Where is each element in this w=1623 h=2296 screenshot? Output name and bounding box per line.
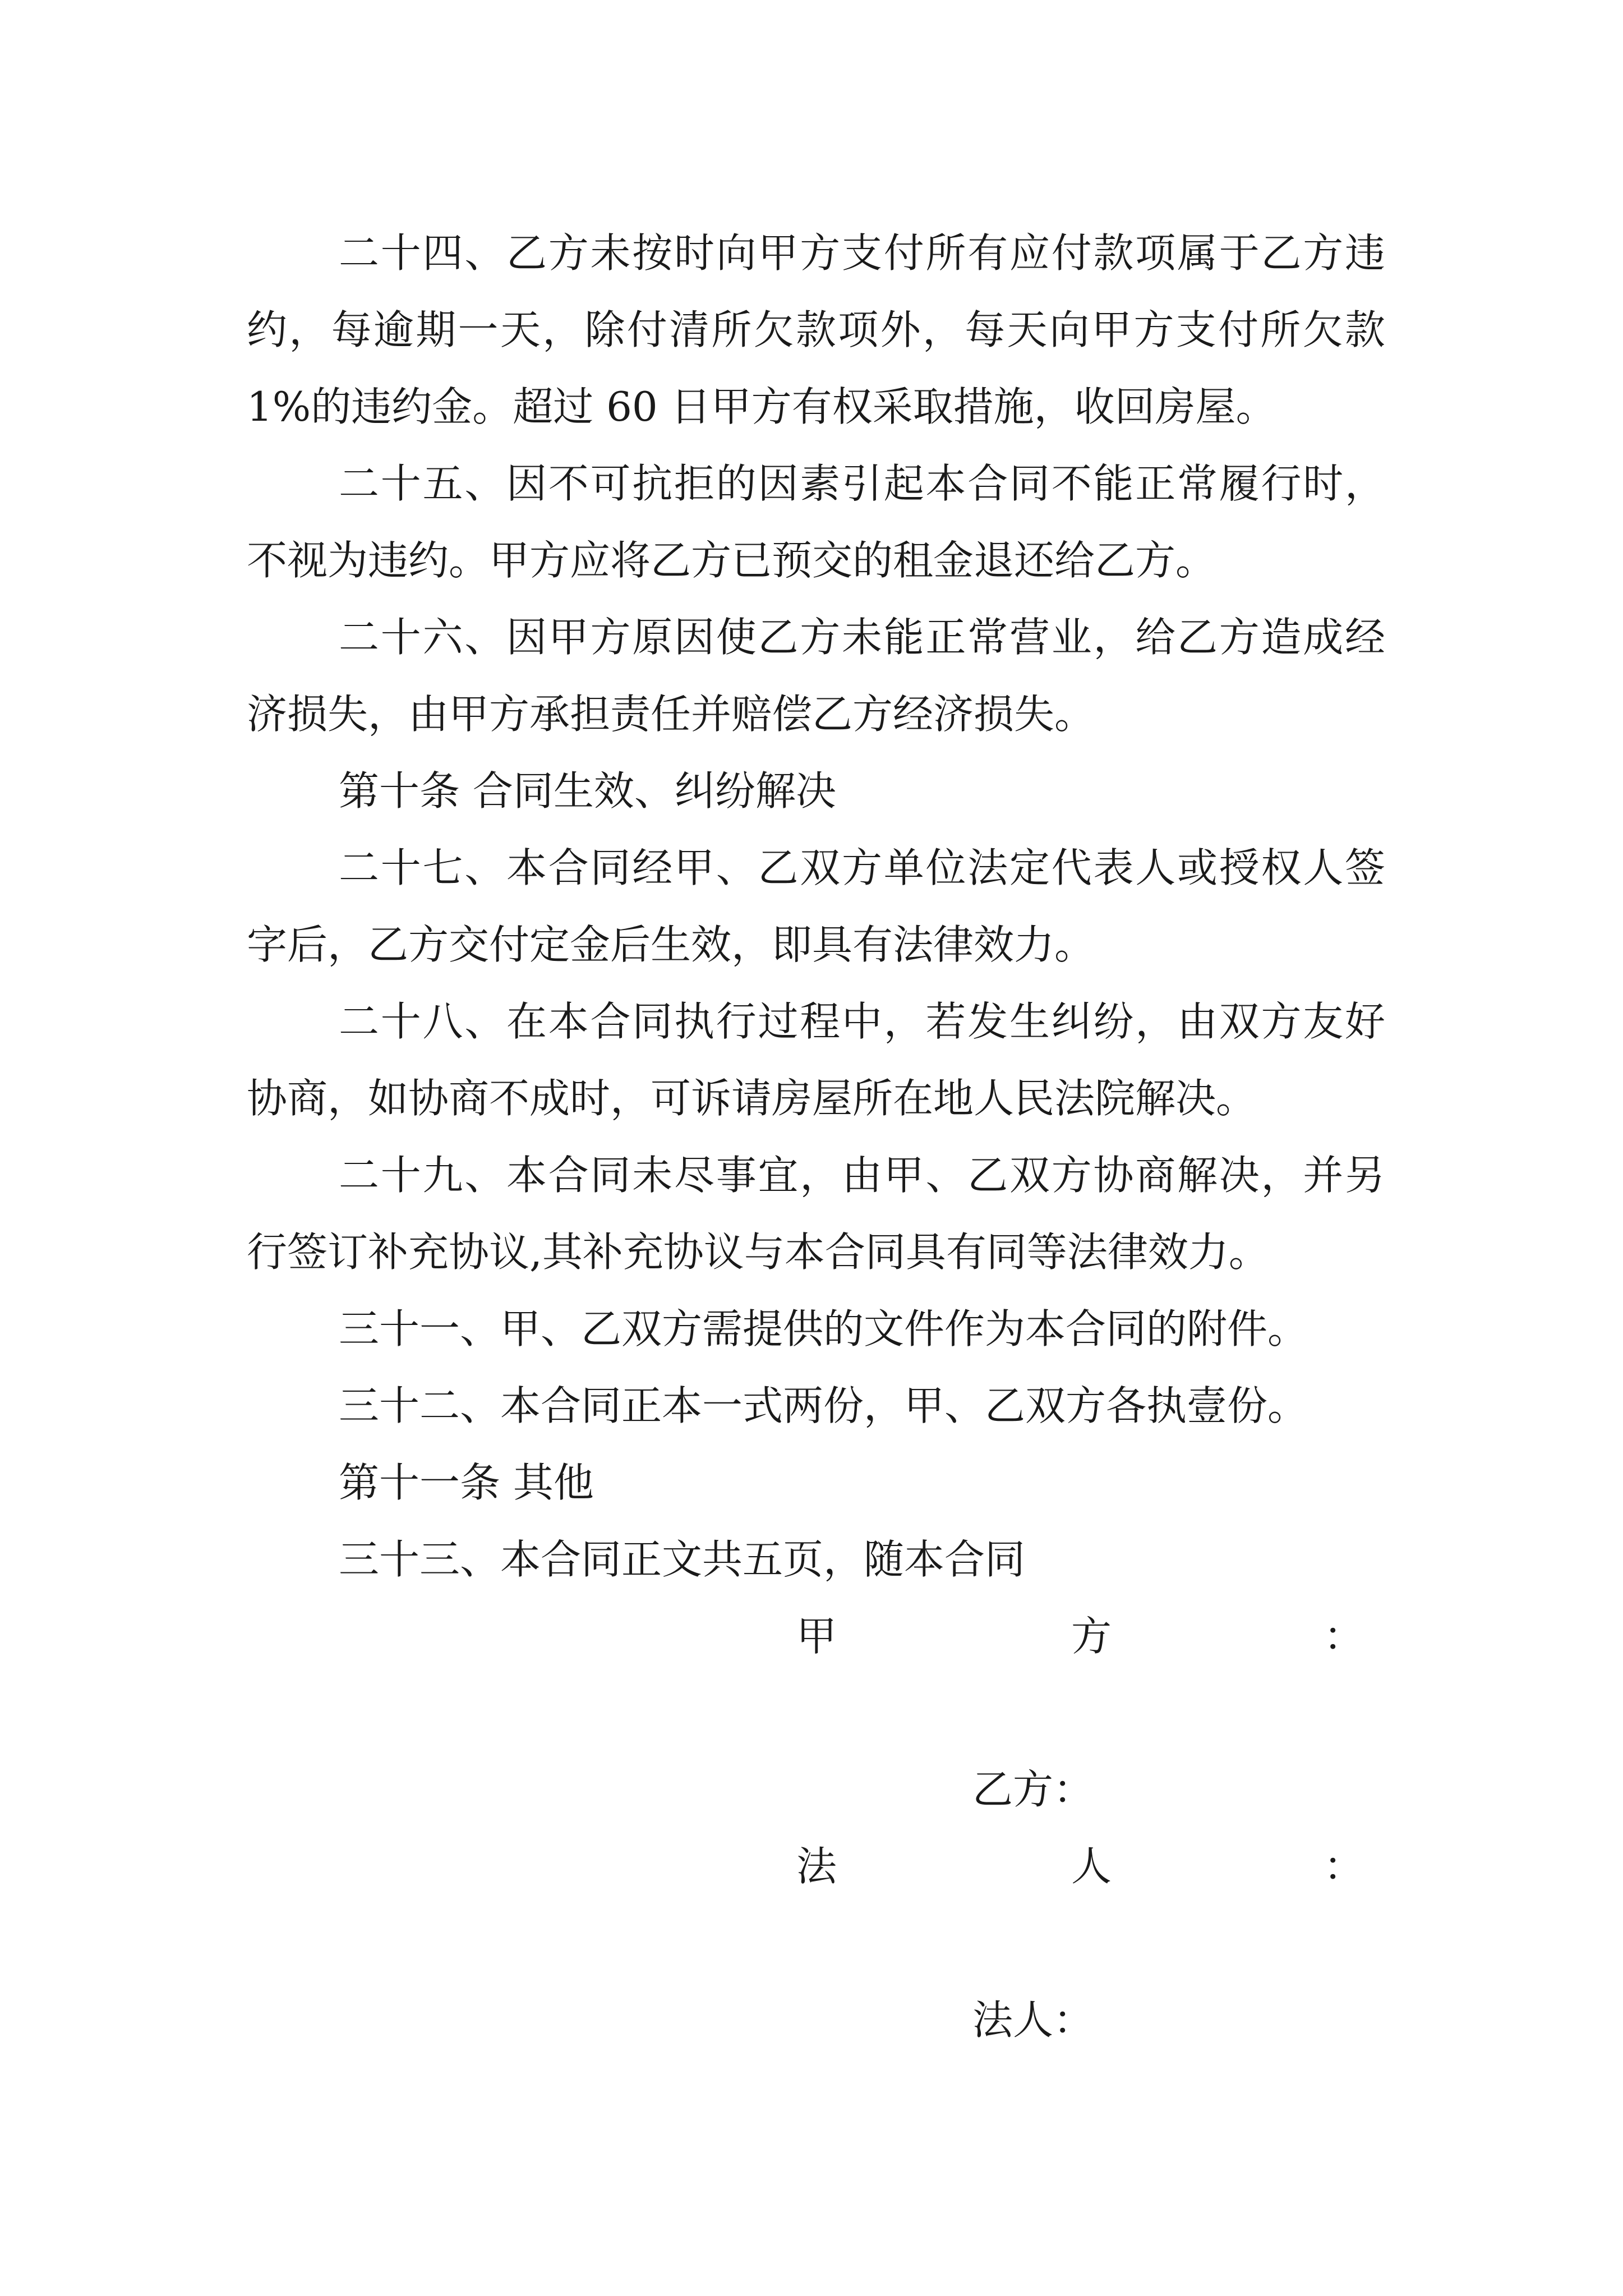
party-b-signature-label: 乙方： bbox=[972, 1766, 1094, 1813]
clause-32: 三十二、本合同正本一式两份，甲、乙双方各执壹份。 bbox=[339, 1382, 1308, 1429]
legal-a-signature-line bbox=[796, 1828, 1364, 1905]
legal-a-char-1: 法 bbox=[796, 1843, 837, 1890]
clause-26: 二十六、因甲方原因使乙方未能正常营业，给乙方造成经济损失，由甲方承担责任并赔偿乙方经济损失。 bbox=[247, 614, 1385, 738]
party-a-char-1: 甲 bbox=[796, 1613, 837, 1660]
clause-31: 三十一、甲、乙双方需提供的文件作为本合同的附件。 bbox=[339, 1305, 1308, 1352]
clause-25: 二十五、因不可抗拒的因素引起本合同不能正常履行时，不视为违约。甲方应将乙方已预交的租金退还给乙方。 bbox=[247, 460, 1385, 584]
legal-a-char-2: 人 bbox=[1071, 1843, 1112, 1890]
party-a-colon: ： bbox=[1324, 1613, 1364, 1660]
article-10-heading: 第十条 合同生效、纠纷解决 bbox=[339, 767, 836, 815]
clause-24: 二十四、乙方未按时向甲方支付所有应付款项属于乙方违约，每逾期一天，除付清所欠款项外，每天向甲方支付所欠款 1%的违约金。超过 60 日甲方有权采取措施，收回房屋。 bbox=[247, 229, 1385, 430]
clause-27: 二十七、本合同经甲、乙双方单位法定代表人或授权人签字后，乙方交付定金后生效，即具有法律效力。 bbox=[247, 844, 1385, 968]
clause-28: 二十八、在本合同执行过程中，若发生纠纷，由双方友好协商，如协商不成时，可诉请房屋所在地人民法院解决。 bbox=[247, 998, 1385, 1122]
party-a-signature-line bbox=[796, 1598, 1364, 1675]
legal-a-colon: ： bbox=[1324, 1843, 1364, 1890]
clause-33: 三十三、本合同正文共五页，随本合同 bbox=[339, 1536, 1026, 1583]
legal-b-signature-label: 法人： bbox=[972, 1996, 1094, 2044]
clause-29: 二十九、本合同未尽事宜，由甲、乙双方协商解决，并另行签订补充协议,其补充协议与本合同具有同等法律效力。 bbox=[247, 1152, 1385, 1276]
article-11-heading: 第十一条 其他 bbox=[339, 1459, 594, 1506]
party-a-char-2: 方 bbox=[1071, 1613, 1112, 1660]
